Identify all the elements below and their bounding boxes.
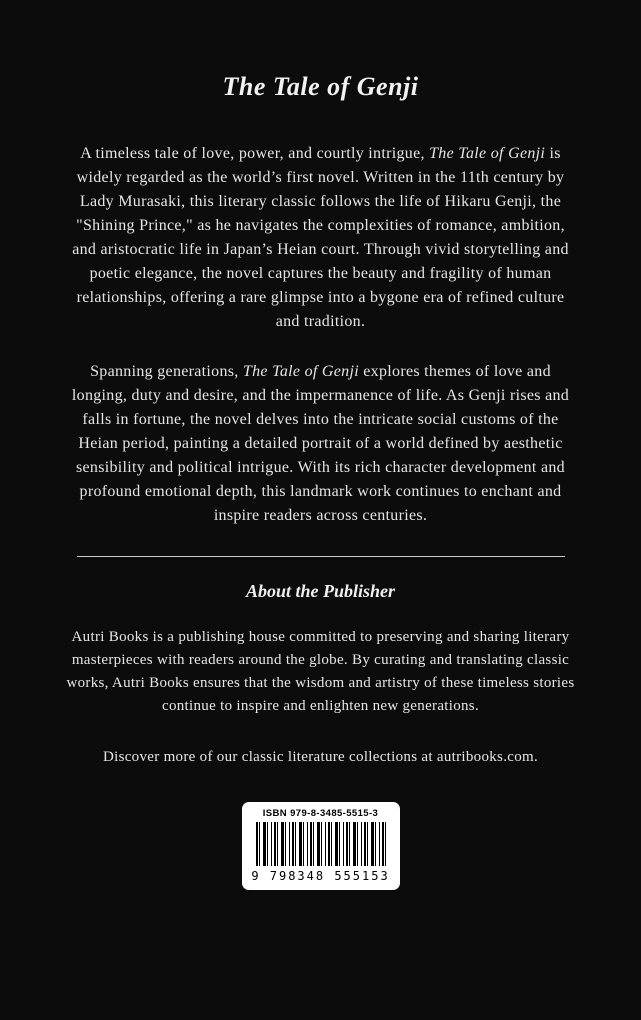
barcode [242,802,400,890]
discover-line: Discover more of our classic literature collections at autribooks.com. [102,749,539,765]
barcode-block [0,802,641,942]
publisher-heading: About the Publisher [245,581,396,601]
book-title: The Tale of Genji [222,72,419,101]
barcode-isbn-label: ISBN 979-8-3485-5515-3 [262,808,379,819]
barcode-reflection [242,890,400,942]
synopsis-paragraph-1: A timeless tale of love, power, and courtly intrigue, The Tale of Genji is widely regarded as the world’s first novel. Written in the 11th century by Lady Murasaki, this literary classic follows the life of Hikaru Genji, the "Shining Prince," as he navigates the complexities of romance, ambition, and aristocratic life in Japan’s Heian court. Through vivid storytelling and poetic elegance, the novel captures the beauty and fragility of human relationships, offering a rare glimpse into a bygone era of refined culture and tradition. [72,145,569,330]
divider [77,556,565,557]
barcode-bars [256,822,386,866]
publisher-description: Autri Books is a publishing house committed to preserving and sharing literary masterpieces with readers around the globe. By curating and translating classic works, Autri Books ensures that the wisdom and artistry of these timeless stories continue to inspire and enlighten new generations. [66,629,575,714]
barcode-digits: 9 798348 555153 [251,869,390,883]
synopsis-paragraph-2: Spanning generations, The Tale of Genji explores themes of love and longing, duty and desire, and the impermanence of life. As Genji rises and falls in fortune, the novel delves into the intricate social customs of the Heian period, painting a detailed portrait of a world defined by aesthetic sensibility and political intrigue. With its rich character development and profound emotional depth, this landmark work continues to enchant and inspire readers across centuries. [71,363,570,524]
